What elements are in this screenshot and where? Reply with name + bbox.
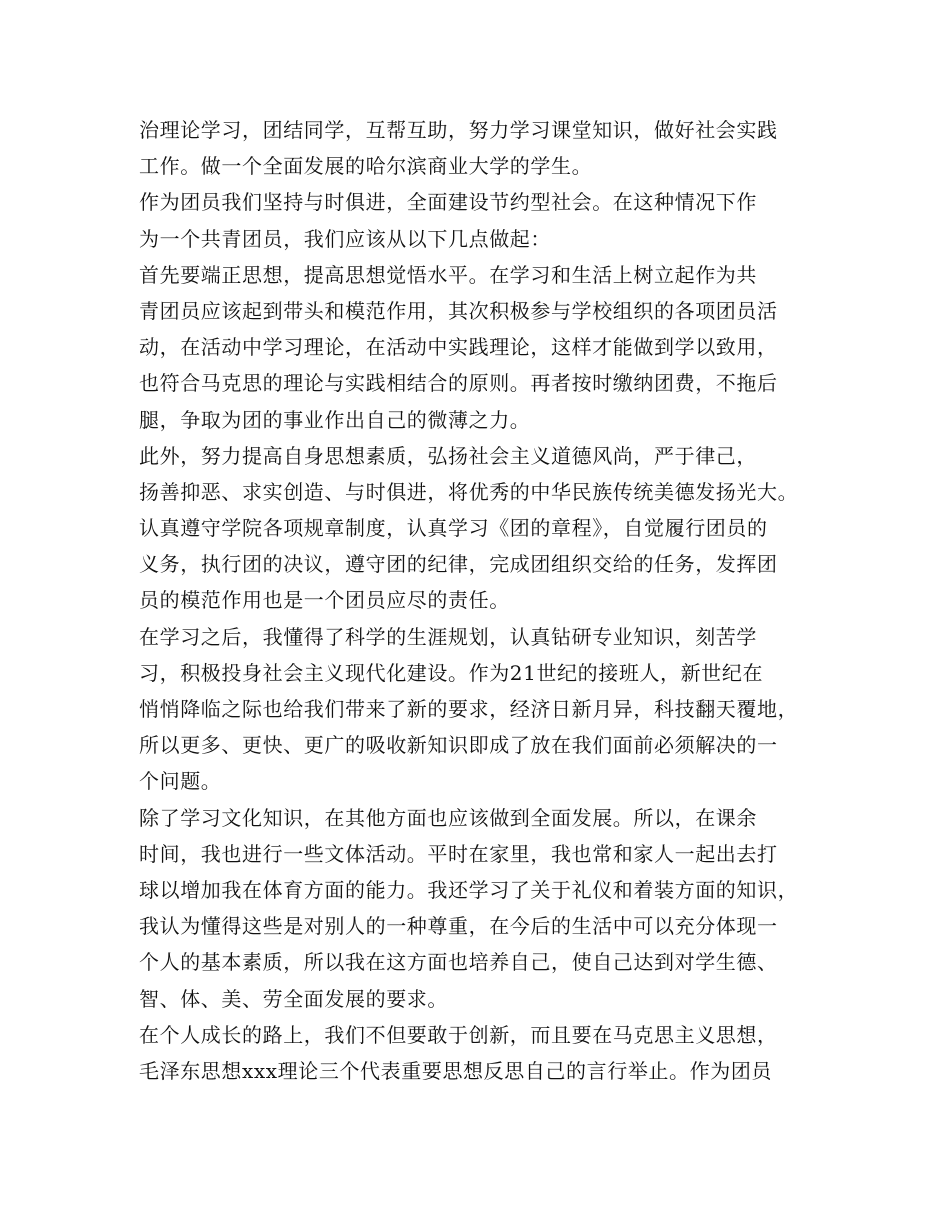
text-line: 所以更多、更快、更广的吸收新知识即成了放在我们面前必须解决的一 [139,733,778,758]
text-line: 个问题。 [139,769,222,794]
text-line: 毛泽东思想xxx理论三个代表重要思想反思自己的言行举止。作为团员 [139,1058,773,1083]
text-line: 在学习之后，我懂得了科学的生涯规划，认真钻研专业知识，刻苦学 [139,624,757,649]
text-line: 也符合马克思的理论与实践相结合的原则。再者按时缴纳团费，不拖后 [139,371,778,396]
text-line: 首先要端正思想，提高思想觉悟水平。在学习和生活上树立起作为共 [139,262,757,287]
text-line: 时间，我也进行一些文体活动。平时在家里，我也常和家人一起出去打 [139,841,778,866]
text-line: 悄悄降临之际也给我们带来了新的要求，经济日新月异，科技翻天覆地， [139,697,799,721]
text-line: 义务，执行团的决议，遵守团的纪律，完成团组织交给的任务，发挥团 [139,552,778,577]
text-line: 扬善抑恶、求实创造、与时俱进，将优秀的中华民族传统美德发扬光大。 [139,479,799,504]
text-line: 此外，努力提高自身思想素质，弘扬社会主义道德风尚，严于律己， [139,443,757,468]
text-line: 习，积极投身社会主义现代化建设。作为21世纪的接班人，新世纪在 [139,660,764,685]
document-body [139,112,829,1089]
text-line: 在个人成长的路上，我们不但要敢于创新，而且要在马克思主义思想， [139,1022,778,1047]
text-line: 为一个共青团员，我们应该从以下几点做起： [139,226,551,251]
text-line: 治理论学习，团结同学，互帮互助，努力学习课堂知识，做好社会实践 [139,118,778,142]
text-line: 智、体、美、劳全面发展的要求。 [139,986,448,1011]
text-line: 作为团员我们坚持与时俱进，全面建设节约型社会。在这种情况下作 [139,190,757,215]
text-line: 个人的基本素质，所以我在这方面也培养自己，使自己达到对学生德、 [139,950,778,975]
text-line: 动，在活动中学习理论，在活动中实践理论，这样才能做到学以致用， [139,335,778,360]
text-line: 腿，争取为团的事业作出自己的微薄之力。 [139,407,531,432]
text-line: 球以增加我在体育方面的能力。我还学习了关于礼仪和着装方面的知识， [139,877,799,902]
text-line: 工作。做一个全面发展的哈尔滨商业大学的学生。 [139,154,593,179]
text-line: 除了学习文化知识，在其他方面也应该做到全面发展。所以，在课余 [139,805,757,830]
text-line: 认真遵守学院各项规章制度，认真学习《团的章程》，自觉履行团员的 [139,516,768,541]
text-line: 我认为懂得这些是对别人的一种尊重，在今后的生活中可以充分体现一 [139,914,778,939]
text-line: 员的模范作用也是一个团员应尽的责任。 [139,588,510,613]
text-line: 青团员应该起到带头和模范作用，其次积极参与学校组织的各项团员活 [139,298,778,323]
